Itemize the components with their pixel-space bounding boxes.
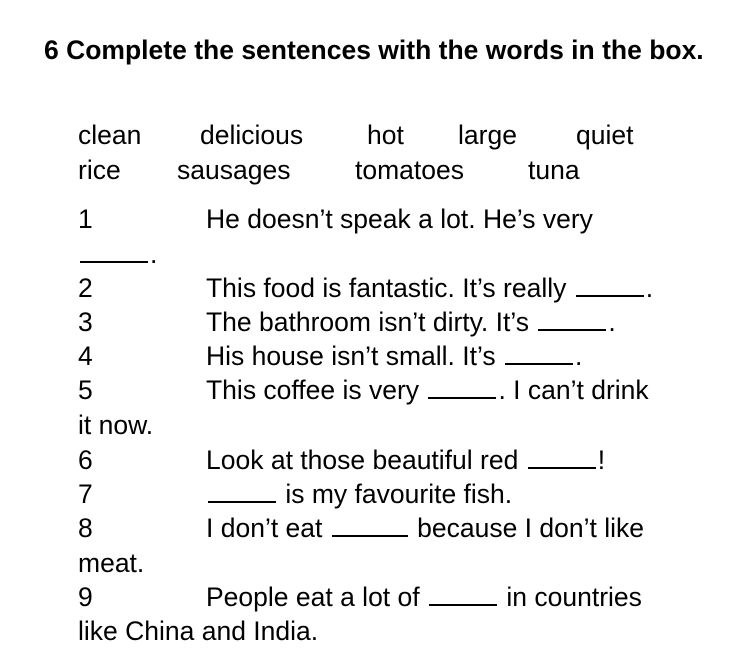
item-sentence: His house isn’t small. It’s . xyxy=(206,341,583,371)
item-number: 8 xyxy=(78,513,93,543)
item-number: 5 xyxy=(78,375,93,405)
word-box-word: large xyxy=(458,120,517,150)
item-continuation: like China and India. xyxy=(78,616,319,646)
answer-blank[interactable] xyxy=(576,294,644,297)
answer-blank[interactable] xyxy=(505,362,573,365)
word-box-word: delicious xyxy=(200,120,304,150)
item-sentence: Look at those beautiful red ! xyxy=(206,445,606,475)
item-continuation: . xyxy=(78,237,157,271)
answer-blank[interactable] xyxy=(332,534,408,537)
item-continuation: meat. xyxy=(78,548,145,578)
word-box-word: rice xyxy=(78,155,121,185)
item-number: 3 xyxy=(78,307,93,337)
word-box-word: sausages xyxy=(177,155,291,185)
answer-blank[interactable] xyxy=(429,603,497,606)
word-box-word: hot xyxy=(367,120,404,150)
item-sentence: He doesn’t speak a lot. He’s very xyxy=(206,204,593,234)
answer-blank[interactable] xyxy=(208,500,276,503)
answer-blank[interactable] xyxy=(538,328,606,331)
item-number: 1 xyxy=(78,204,93,234)
item-sentence: This coffee is very . I can’t drink xyxy=(206,375,649,405)
exercise-title: 6 Complete the sentences with the words in the box. xyxy=(44,35,704,65)
answer-blank[interactable] xyxy=(428,396,496,399)
answer-blank[interactable] xyxy=(80,260,148,263)
item-number: 6 xyxy=(78,445,93,475)
item-sentence: The bathroom isn’t dirty. It’s . xyxy=(206,307,616,337)
item-sentence: This food is fantastic. It’s really . xyxy=(206,273,654,303)
word-box-word: tuna xyxy=(528,155,580,185)
item-number: 9 xyxy=(78,582,93,612)
item-number: 4 xyxy=(78,341,93,371)
item-number: 7 xyxy=(78,479,93,509)
item-continuation: it now. xyxy=(78,410,154,440)
item-number: 2 xyxy=(78,273,93,303)
word-box-word: quiet xyxy=(576,120,634,150)
word-box-word: clean xyxy=(78,120,142,150)
item-sentence: I don’t eat because I don’t like xyxy=(206,513,644,543)
item-sentence: is my favourite fish. xyxy=(206,477,512,511)
answer-blank[interactable] xyxy=(528,466,596,469)
item-sentence: People eat a lot of in countries xyxy=(206,582,642,612)
word-box-word: tomatoes xyxy=(355,155,465,185)
